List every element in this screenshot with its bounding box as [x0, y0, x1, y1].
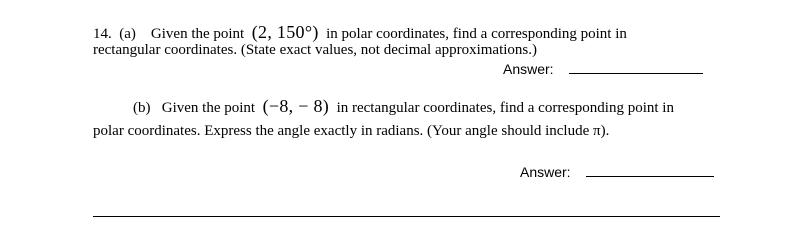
part-a-line-1	[93, 23, 627, 43]
bottom-divider	[93, 216, 720, 217]
part-a-polar-point: (2, 150°)	[251, 22, 319, 42]
part-b-answer-blank[interactable]	[586, 175, 714, 177]
part-b-instruction: polar coordinates. Express the angle exactly in radians. (Your angle should include	[93, 123, 590, 139]
problem-number: 14.	[93, 26, 112, 42]
part-b-answer-row	[520, 163, 714, 181]
part-a-answer-blank[interactable]	[569, 72, 703, 74]
part-b-instruction-end: ).	[600, 123, 610, 139]
part-a-text-1: Given the point	[150, 26, 245, 42]
pi-symbol: π	[593, 123, 601, 139]
part-b-line-2	[93, 122, 609, 140]
part-a-line-2	[93, 41, 537, 59]
part-b-rect-point: (−8, − 8)	[262, 96, 330, 116]
part-a-text-2: in polar coordinates, find a corresponding point in	[326, 26, 627, 42]
part-b-label: (b)	[133, 100, 151, 116]
part-a-instruction: rectangular coordinates. (State exact values, not decimal approximations.)	[93, 42, 538, 58]
part-b-line-1	[133, 97, 674, 117]
part-b-text-2: in rectangular coordinates, find a corresponding point in	[336, 100, 674, 116]
part-a-answer-label: Answer:	[503, 61, 554, 77]
part-a-label: (a)	[119, 26, 136, 42]
part-b-text-1: Given the point	[161, 100, 256, 116]
part-a-answer-row	[503, 60, 703, 78]
part-b-answer-label: Answer:	[520, 164, 571, 180]
